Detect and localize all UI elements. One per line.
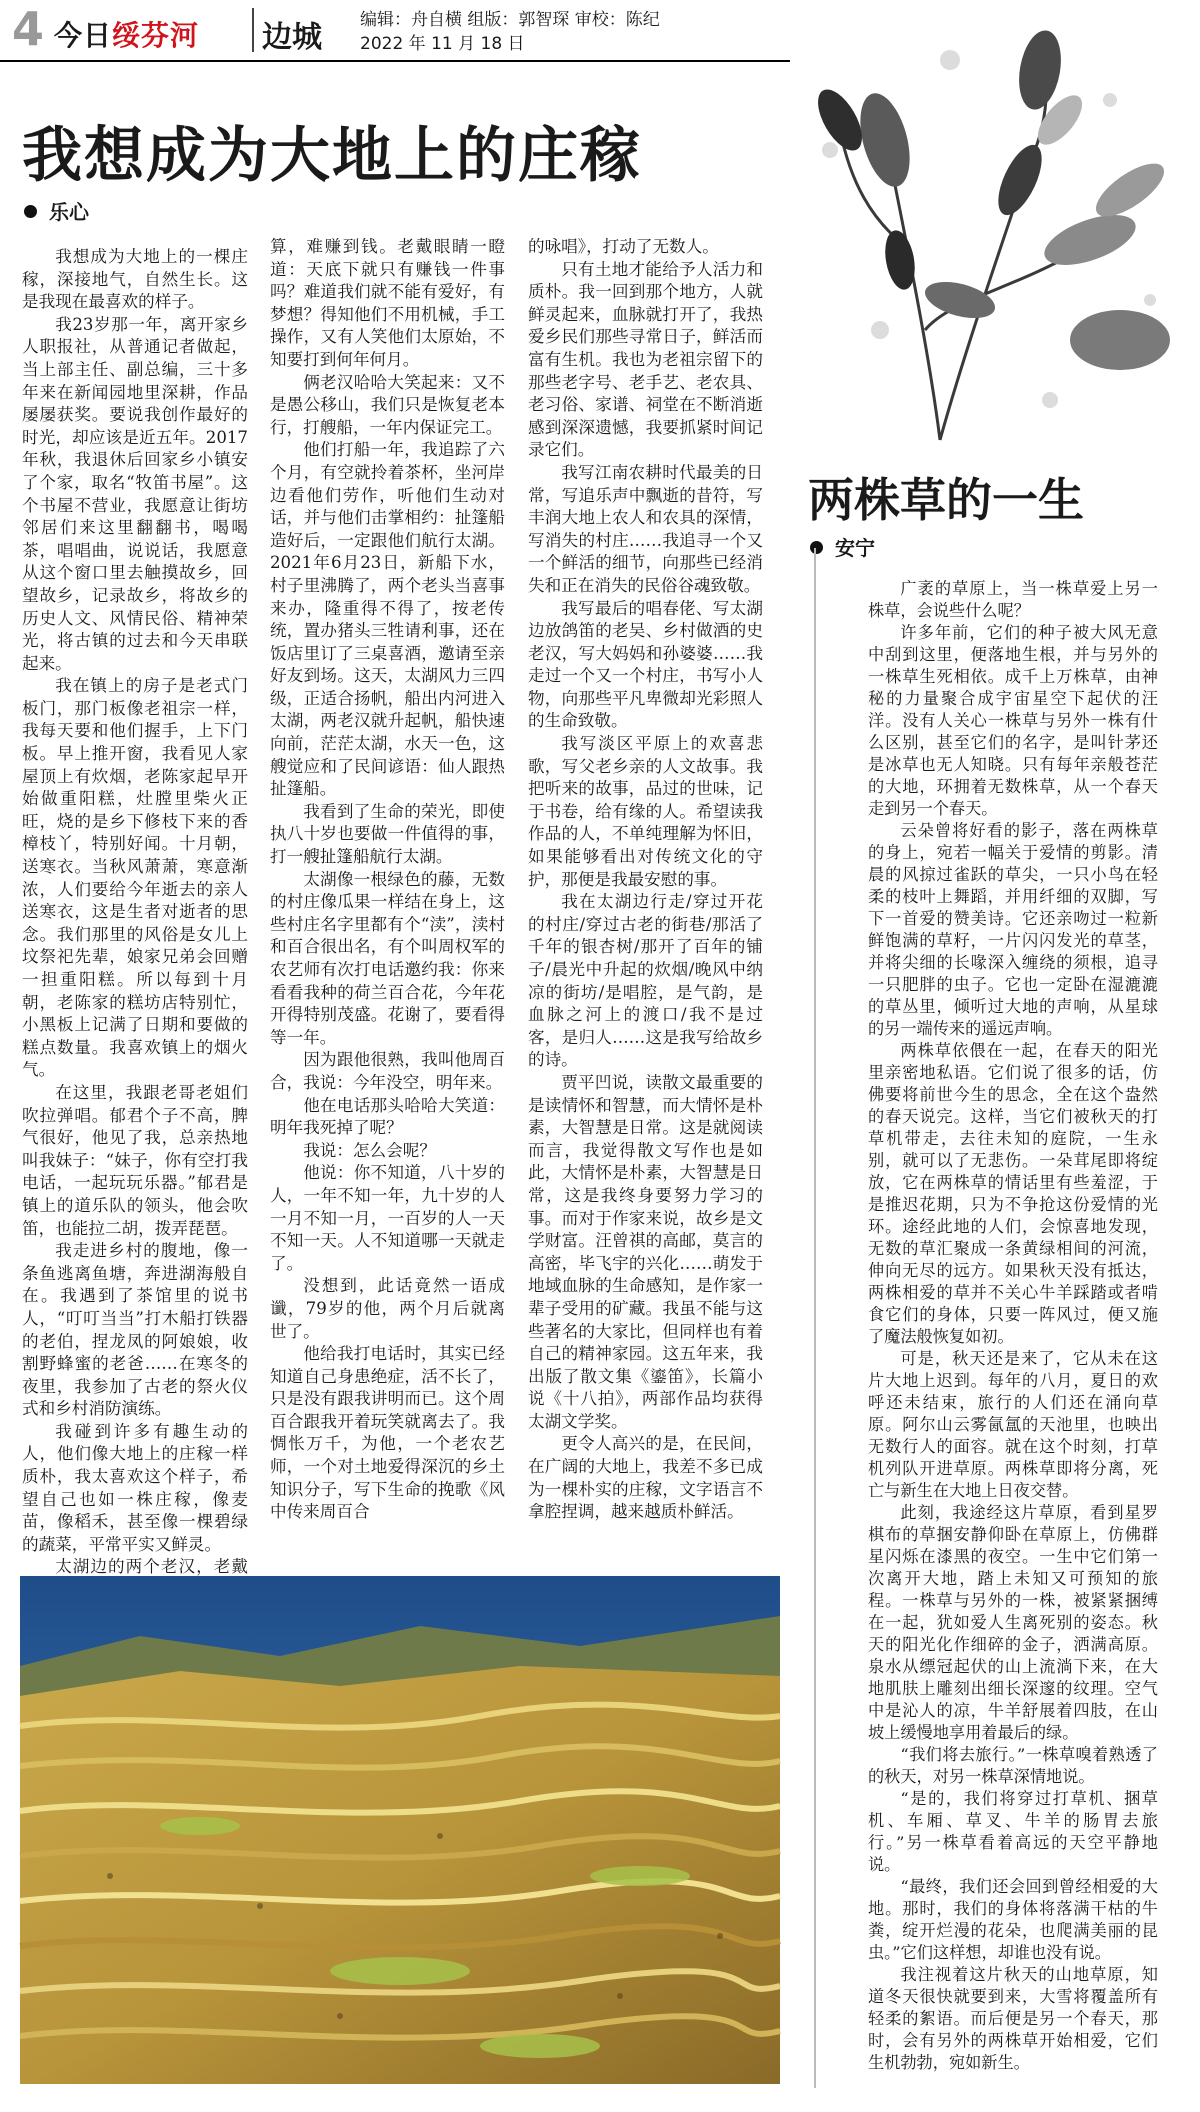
section-name: 边城 [262,20,322,55]
issue-date: 2022 年 11 月 18 日 [360,34,525,54]
paragraph: “最终，我们还会回到曾经相爱的大地。那时，我们的身体将落满干枯的牛粪，绽开烂漫的花朵，也爬满美丽的昆虫。”它们这样想，却谁也没有说。 [868,1877,1158,1962]
paragraph: 我写江南农耕时代最美的日常，写追乐声中飘逝的昔符，写丰润大地上农人和农具的深情，写消失的村庄……我追寻一个又一个鲜活的细节，向那些已经消失和正在消失的民俗谷魂致敬。 [528,462,763,595]
article2-byline [810,532,875,561]
paragraph: 我看到了生命的荣光，即使执八十岁也要做一件值得的事，打一艘扯篷船航行太湖。 [270,801,505,867]
paragraph: 没想到，此话竟然一语成谶，79岁的他，两个月后就离世了。 [270,1276,505,1341]
paragraph: 我写最后的唱春佬、写太湖边放鸽笛的老吴、乡村做酒的史老汉，写大妈妈和孙婆婆……我走过一个又一个村庄，书写小人物，向那些平凡卑微却光彩照人的生命致敬。 [528,598,763,731]
paragraph: 在这里，我跟老哥老姐们吹拉弹唱。郁君个子不高，脾气很好，他见了我，总亲热地叫我妹子：“妹子，你有空打我电话，一起玩玩乐器。”郁君是镇上的道乐队的领头，他会吹笛，也能拉二胡，拨弄琵琶。 [22,1082,248,1238]
article1-byline [24,196,89,225]
paragraph: 我想成为大地上的一棵庄稼，深接地气，自然生长。这是我现在最喜欢的样子。 [22,247,248,312]
article1-column-3 [528,236,763,1556]
paragraph: 广袤的草原上，当一株草爱上另一株草，会说些什么呢？ [868,579,1158,620]
article2-body [868,578,1158,2088]
paragraph: 贾平凹说，读散文最重要的是读情怀和智慧，而大情怀是朴素，大智慧是日常。这是就阅读而言，我觉得散文写作也是如此，大情怀是朴素，大智慧是日常，这是我终身要努力学习的事。而对于作家来说，故乡是文学财富。汪曾祺的高邮，莫言的高密，毕飞宇的兴化……萌发于地域血脉的生命感知，是作家一辈子受用的矿藏。我虽不能与这些著名的大家比，但同样也有着自己的精神家园。这五年来，我出版了散文集《鎏笛》，长篇小说《十八拍》，两部作品均获得太湖文学奖。 [528,1072,763,1431]
masthead [0,0,790,62]
paragraph: 俩老汉哈哈大笑起来：又不是愚公移山，我们只是恢复老本行，打艘船，一年内保证完工。 [270,372,505,437]
paragraph: 只有土地才能给予人活力和质朴。我一回到那个地方，人就鲜灵起来，血脉就打开了，我热爱乡民们那些寻常日子，鲜活而富有生机。我也为老祖宗留下的那些老字号、老手艺、老农具、老习俗、家谱、祠堂在不断消逝感到深深遗憾，我要抓紧时间记录它们。 [528,259,763,460]
terraced-fields-photo [20,1576,780,2084]
paragraph: 我在镇上的房子是老式门板门，那门板像老祖宗一样，我每天要和他们握手，上下门板。早上推开窗，我看见人家屋顶上有炊烟，老陈家起早开始做重阳糕，灶膛里柴火正旺，烧的是乡下修枝下来的香樟枝丫，特别好闻。十月朝，送寒衣。当秋风萧萧，寒意渐浓，人们要给今年逝去的亲人送寒衣，这是生者对逝者的思念。我们那里的风俗是女儿上坟祭祀先辈，娘家兄弟会回赠一担重阳糕。所以每到十月朝，老陈家的糕坊店特别忙，小黑板上记满了日期和要做的糕点数量。我喜欢镇上的烟火气。 [22,676,248,1080]
paragraph: 两株草依偎在一起，在春天的阳光里亲密地私语。它们说了很多的话，仿佛要将前世今生的思念，全在这个盎然的春天说完。这样，当它们被秋天的打草机带走，去往未知的庭院，一生永别，就可以了无悲伤。一朵茸尾即将绽放，它在两株草的情话里有些羞涩，于是推迟花期，只为不争抢这份爱情的光环。途经此地的人们，会惊喜地发现，无数的草汇聚成一条黄绿相间的河流，伸向无尽的远方。如果秋天没有抵达，两株相爱的草并不关心牛羊踩踏或者啃食它们的身体，只要一阵风过，便又施了魔法般恢复如初。 [868,1041,1158,1346]
article1-column-2 [270,236,505,1556]
paragraph: 我碰到许多有趣生动的人，他们像大地上的庄稼一样质朴，我太喜欢这个样子，希望自己也如一株庄稼，像麦苗，像稻禾，甚至像一棵碧绿的蔬菜，平常平实又鲜灵。 [22,1421,248,1554]
article1-author: 乐心 [49,200,89,224]
paper-name-red: 绥芬河 [112,19,200,52]
editors-line: 编辑：舟自横 组版：郭智琛 审校：陈纪 [360,10,660,30]
paragraph: “是的，我们将穿过打草机、捆草机、车厢、草叉、牛羊的肠胃去旅行。”另一株草看着高远的天空平静地说。 [868,1789,1158,1874]
paragraph: 算，难赚到钱。老戴眼睛一瞪道：天底下就只有赚钱一件事吗？难道我们就不能有爱好，有梦想？得知他们不用机械，手工操作，又有人笑他们太原始，不知要打到何年何月。 [270,237,505,369]
paragraph: 我注视着这片秋天的山地草原，知道冬天很快就要到来，大雪将覆盖所有轻柔的絮语。而后便是另一个春天，那时，会有另外的两株草开始相爱，它们生机勃勃，宛如新生。 [868,1965,1158,2072]
article2-title: 两株草的一生 [808,473,1084,527]
paper-name [54,14,199,54]
article1-column-1 [22,246,248,1577]
paragraph: 他说：你不知道，八十岁的人，一年不知一年，九十岁的人一月不知一月，一百岁的人一天不知一天。人不知道哪一天就走了。 [270,1163,505,1273]
paragraph: 我写淡区平原上的欢喜悲歌，写父老乡亲的人文故事。我把听来的故事，品过的世味，记于书卷，给有缘的人。希望读我作品的人，不单纯理解为怀旧，如果能够看出对传统文化的守护，那便是我最安慰的事。 [528,734,763,889]
article2-author: 安宁 [835,536,875,560]
paragraph: 他给我打电话时，其实已经知道自己身患绝症，活不长了，只是没有跟我讲明而已。这个周百合跟我开着玩笑就离去了。我惆怅万千，为他，一个老农艺师，一个对土地爱得深沉的乡土知识分子，写下生命的挽歌《风中传来周百合 [270,1344,505,1522]
paragraph: 可是，秋天还是来了，它从未在这片大地上迟到。每年的八月，夏日的欢呼还未结束，旅行的人们还在涌向草原。阿尔山云雾氤氲的天池里，也映出无数行人的面容。就在这个时刻，打草机列队开进草原。两株草即将分离，死亡与新生在大地上日夜交替。 [868,1349,1158,1500]
paragraph: 的咏唱》，打动了无数人。 [528,237,719,256]
column-rule [814,548,816,2088]
paragraph: 我走进乡村的腹地，像一条鱼逃离鱼塘，奔进湖海般自在。我遇到了茶馆里的说书人，“叮叮当当”打木船打铁器的老伯，捏龙凤的阿娘娘，收割野蜂蜜的老爸……在寒冬的夜里，我参加了古老的祭火仪式和乡村消防演练。 [22,1241,248,1419]
paragraph: 太湖边的两个老汉，老戴 [55,1557,248,1577]
masthead-divider [252,8,254,52]
paragraph: 我说：怎么会呢？ [303,1140,436,1160]
paragraph: 许多年前，它们的种子被大风无意中刮到这里，便落地生根，并与另外的一株草生死相依。成千上万株草，由神秘的力量聚合成宇宙星空下起伏的汪洋。没有人关心一株草与另外一株有什么区别，甚至它们的名字，是叫针茅还是冰草也无人知晓。只有每年亲般苍茫的大地，环拥着无数株草，从一个春天走到另一个春天。 [868,623,1158,818]
paragraph: 此刻，我途经这片草原，看到星罗棋布的草捆安静仰卧在草原上，仿佛群星闪烁在漆黑的夜空。一生中它们第一次离开大地，踏上未知又可预知的旅程。一株草与另外的一株，被紧紧捆缚在一起，犹如爱人生离死别的姿态。秋天的阳光化作细碎的金子，洒满高原。泉水从缥冠起伏的山上流淌下来，在大地肌肤上雕刻出细长深邃的纹理。空气中是沁人的凉，牛羊舒展着四肢，在山坡上缓慢地享用着最后的绿。 [868,1503,1158,1742]
paragraph: 更令人高兴的是，在民间，在广阔的大地上，我差不多已成为一棵朴实的庄稼，文字语言不拿腔捏调，越来越质朴鲜活。 [528,1434,763,1522]
plant-illustration [790,0,1200,446]
paragraph: 云朵曾将好看的影子，落在两株草的身上，宛若一幅关于爱情的剪影。清晨的风掠过雀跃的草尖，一只小鸟在轻柔的枝叶上舞蹈，并用纤细的双脚，写下一首爱的赞美诗。它还亲吻过一粒新鲜饱满的草籽，一片闪闪发光的草茎，并将尖细的长喙深入缠绕的须根，追寻一只肥胖的虫子。它也一定卧在湿漉漉的草丛里，倾听过大地的声响，从星球的另一端传来的遥远声响。 [868,821,1158,1038]
paragraph: 他在电话那头哈哈大笑道：明年我死掉了呢？ [270,1095,505,1138]
paper-name-black: 今日 [54,19,113,52]
article1-title: 我想成为大地上的庄稼 [22,121,642,191]
masthead-meta [360,8,660,56]
paragraph: “我们将去旅行。”一株草嗅着熟透了的秋天，对另一株草深情地说。 [868,1745,1158,1786]
bullet-icon [24,205,37,218]
paragraph: 我在太湖边行走/穿过开花的村庄/穿过古老的街巷/那活了千年的银杏树/那开了百年的铺子/晨光中升起的炊烟/晚风中纳凉的街坊/是唱腔，是气韵，是血脉之河上的渡口/我不是过客，是归人……这是我写给故乡的诗。 [528,892,763,1070]
bullet-icon [810,541,823,554]
page-number: 4 [12,2,45,56]
paragraph: 我23岁那一年，离开家乡人职报社，从普通记者做起，当上部主任、副总编，三十多年来在新闻园地里深耕，作品屡屡获奖。要说我创作最好的时光，却应该是近五年。2017年秋，我退休后回家乡小镇安了个家，取名“牧笛书屋”。这个书屋不营业，我愿意让街坊邻居们来这里翻翻书，喝喝茶，唱唱曲，说说话，我愿意从这个窗口里去触摸故乡，回望故乡，记录故乡，将故乡的历史人文、风情民俗、精神荣光，将古镇的过去和今天串联起来。 [22,314,248,673]
paragraph: 因为跟他很熟，我叫他周百合，我说：今年没空，明年来。 [270,1050,505,1092]
paragraph: 太湖像一根绿色的藤，无数的村庄像瓜果一样结在身上，这些村庄名字里都有个“渎”，渎村和百合很出名，有个叫周权军的农艺师有次打电话邀约我：你来看看我种的荷兰百合花，今年花开得特别茂盛。花谢了，要看得等一年。 [270,869,505,1047]
paragraph: 他们打船一年，我追踪了六个月，有空就拎着茶杯，坐河岸边看他们劳作，听他们生动对话，并与他们击掌相约：扯篷船造好后，一定跟他们航行太湖。2021年6月23日，新船下水，村子里沸腾了，两个老头当喜事来办，隆重得不得了，按老传统，置办猪头三牲请利事，还在饭店里订了三桌喜酒，邀请至亲好友到场。这天，太湖风力三四级，正适合扬帆，船出内河进入太湖，两老汉就升起帆，船快速向前，茫茫太湖，水天一色，这艘觉应和了民间谚语：仙人跟热扯篷船。 [270,440,505,799]
